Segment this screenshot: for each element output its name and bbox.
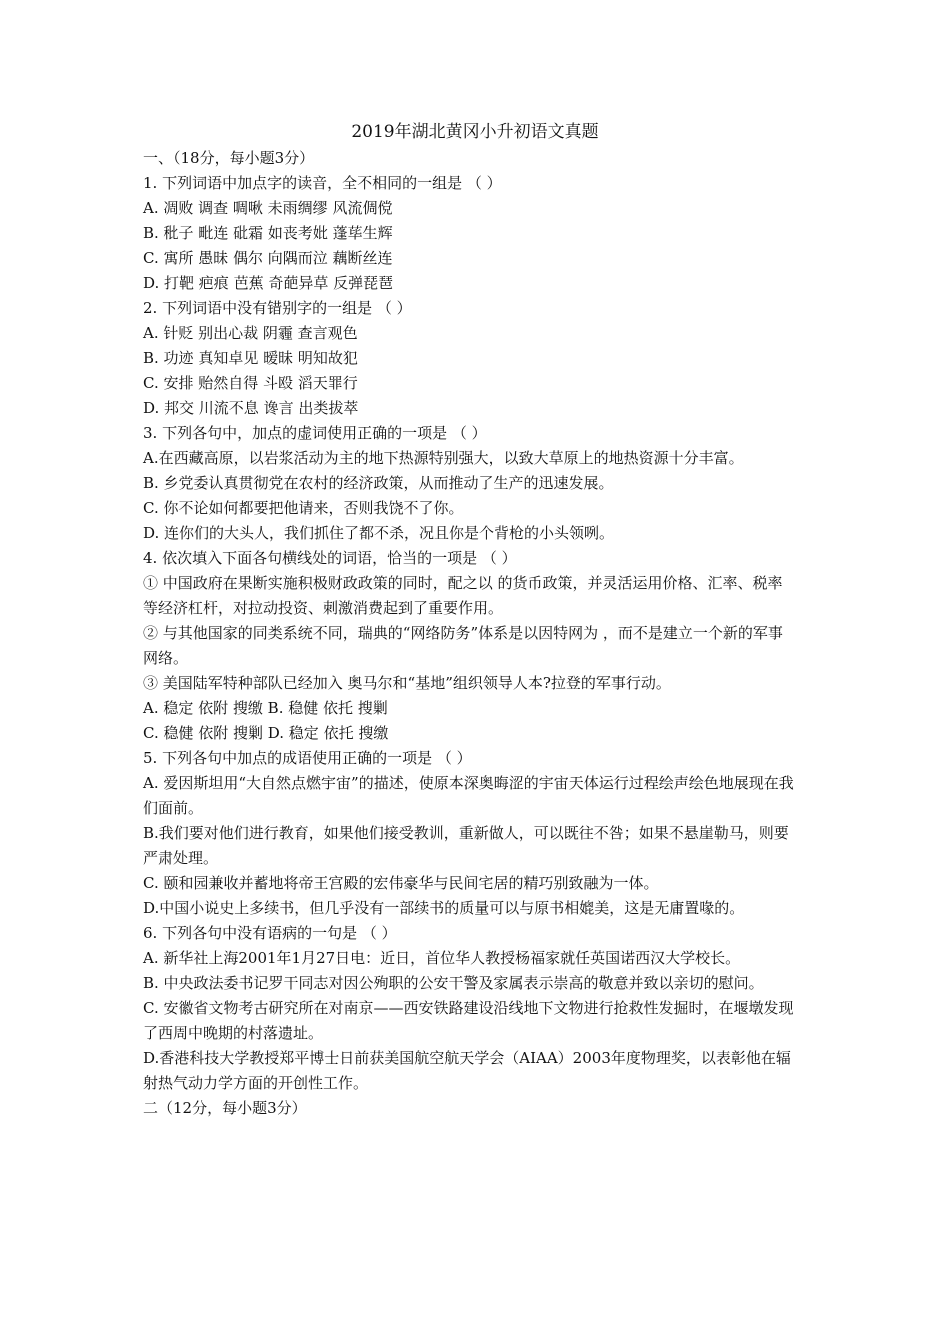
- question-3: 3. 下列各句中，加点的虚词使用正确的一项是 （ ）: [143, 424, 487, 442]
- q5-option-d: D.中国小说史上多续书，但几乎没有一部续书的质量可以与原书相媲美，这是无庸置喙的。: [143, 899, 745, 917]
- question-5: 5. 下列各句中加点的成语使用正确的一项是 （ ）: [143, 749, 472, 767]
- q4-sentence-3: ③ 美国陆军特种部队已经加入 奥马尔和“基地”组织领导人本?拉登的军事行动。: [143, 674, 671, 692]
- q4-options-cd: C. 稳健 依附 搜剿 D. 稳定 依托 搜缴: [143, 724, 389, 742]
- question-2: 2. 下列词语中没有错别字的一组是 （ ）: [143, 299, 412, 317]
- q1-option-d: D. 打靶 疤痕 芭蕉 奇葩异草 反弹琵琶: [143, 274, 394, 292]
- question-6: 6. 下列各句中没有语病的一句是 （ ）: [143, 924, 397, 942]
- q3-option-c: C. 你不论如何都要把他请来，否则我饶不了你。: [143, 499, 464, 517]
- q5-option-b: B.我们要对他们进行教育，如果他们接受教训，重新做人，可以既往不咎；如果不悬崖勒马，则要严肃处理。: [143, 824, 789, 867]
- question-4: 4. 依次填入下面各句横线处的词语，恰当的一项是 （ ）: [143, 549, 517, 567]
- q1-option-c: C. 寓所 愚昧 偶尔 向隅而泣 藕断丝连: [143, 249, 393, 267]
- document-title: 2019年湖北黄冈小升初语文真题: [351, 122, 599, 142]
- q5-option-c: C. 颐和园兼收并蓄地将帝王宫殿的宏伟豪华与民间宅居的精巧别致融为一体。: [143, 874, 659, 892]
- q4-sentence-2: ② 与其他国家的同类系统不同，瑞典的“网络防务”体系是以因特网为 ，而不是建立一个新的军事网络。: [143, 624, 783, 667]
- q6-option-d: D.香港科技大学教授郑平博士日前获美国航空航天学会（AIAA）2003年度物理奖，以表彰他在辐射热气动力学方面的开创性工作。: [143, 1049, 791, 1092]
- q2-option-d: D. 邦交 川流不息 谗言 出类拔萃: [143, 399, 359, 417]
- q2-option-b: B. 功迹 真知卓见 暧昧 明知故犯: [143, 349, 358, 367]
- q2-option-a: A. 针贬 别出心裁 阴霾 查言观色: [143, 324, 358, 342]
- question-1: 1. 下列词语中加点字的读音，全不相同的一组是 （ ）: [143, 174, 502, 192]
- q4-sentence-1: ① 中国政府在果断实施积极财政政策的同时，配之以 的货币政策，并灵活运用价格、汇率、税率等经济杠杆，对拉动投资、刺激消费起到了重要作用。: [143, 574, 783, 617]
- q1-option-a: A. 凋败 调查 啁啾 未雨绸缪 风流倜傥: [143, 199, 393, 217]
- q3-option-a: A.在西藏高原，以岩浆活动为主的地下热源特别强大，以致大草原上的地热资源十分丰富。: [143, 449, 744, 467]
- q4-options-ab: A. 稳定 依附 搜缴 B. 稳健 依托 搜剿: [143, 699, 388, 717]
- q6-option-a: A. 新华社上海2001年1月27日电：近日，首位华人教授杨福家就任英国诺西汉大学校长。: [143, 949, 741, 967]
- section-heading: 一、（18分，每小题3分）: [143, 149, 315, 167]
- q2-option-c: C. 安排 贻然自得 斗殴 滔天罪行: [143, 374, 358, 392]
- q5-option-a: A. 爱因斯坦用“大自然点燃宇宙”的描述，使原本深奥晦涩的宇宙天体运行过程绘声绘色地展现在我们面前。: [143, 774, 794, 817]
- q6-option-b: B. 中央政法委书记罗干同志对因公殉职的公安干警及家属表示崇高的敬意并致以亲切的慰问。: [143, 974, 764, 992]
- section-heading-2: 二（12分，每小题3分）: [143, 1099, 307, 1117]
- q3-option-b: B. 乡党委认真贯彻党在农村的经济政策，从而推动了生产的迅速发展。: [143, 474, 614, 492]
- q6-option-c: C. 安徽省文物考古研究所在对南京——西安铁路建设沿线地下文物进行抢救性发掘时，在堰墩发现了西周中晚期的村落遗址。: [143, 999, 794, 1042]
- q1-option-b: B. 秕子 毗连 砒霜 如丧考妣 蓬荜生辉: [143, 224, 393, 242]
- document-body: [143, 146, 795, 1121]
- q3-option-d: D. 连你们的大头人，我们抓住了都不杀，况且你是个背枪的小头领咧。: [143, 524, 615, 542]
